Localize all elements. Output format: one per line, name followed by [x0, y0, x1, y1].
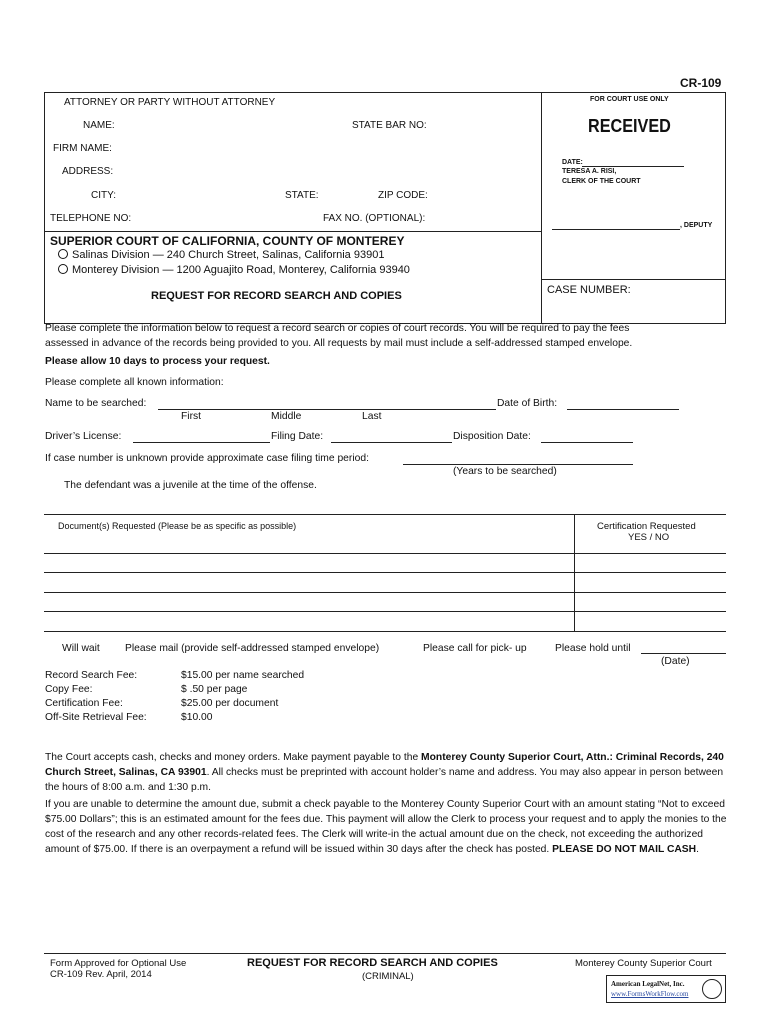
attorney-section-bottom	[44, 231, 541, 232]
telephone-label: TELEPHONE NO:	[50, 213, 132, 224]
case-number-label: CASE NUMBER:	[547, 284, 631, 296]
payment-paragraph-2	[45, 797, 727, 857]
allow-days: Please allow 10 days to process your request.	[45, 356, 270, 367]
years-searched-line[interactable]	[403, 464, 633, 465]
monterey-division-option[interactable]	[58, 264, 410, 276]
header-right-border	[725, 92, 726, 324]
fee-label-certification: Certification Fee:	[45, 698, 123, 709]
city-label: CITY:	[91, 190, 117, 201]
drivers-license-label: Driver’s License:	[45, 431, 122, 442]
document-row-2[interactable]	[44, 572, 726, 573]
document-row-3[interactable]	[44, 592, 726, 593]
payment-p2-warning: PLEASE DO NOT MAIL CASH	[552, 844, 697, 855]
hold-date-line[interactable]	[641, 653, 726, 654]
middle-label: Middle	[271, 411, 302, 422]
form-number: CR-109	[680, 76, 722, 90]
publisher-box-top	[606, 975, 726, 976]
fee-label-search: Record Search Fee:	[45, 670, 138, 681]
date-label: DATE:	[562, 159, 583, 166]
received-stamp: RECEIVED	[588, 116, 671, 136]
name-label: NAME:	[83, 120, 115, 131]
header-left-border	[44, 92, 45, 324]
fee-value-copy: $ .50 per page	[181, 684, 248, 695]
publisher-name: American LegalNet, Inc.	[611, 980, 685, 988]
filing-date-label: Filing Date:	[271, 431, 324, 442]
state-bar-label: STATE BAR NO:	[352, 120, 427, 131]
call-pickup-option[interactable]: Please call for pick- up	[423, 643, 527, 654]
clerk-title: CLERK OF THE COURT	[562, 178, 641, 185]
name-searched-line[interactable]	[158, 409, 496, 410]
payment-p1-address: Monterey County Superior Court, Attn.: Criminal Records, 240 Church Street, Salinas, CA 93901	[45, 752, 724, 778]
years-searched-label: (Years to be searched)	[453, 466, 557, 477]
dob-line[interactable]	[567, 409, 679, 410]
will-wait-option[interactable]: Will wait	[62, 643, 100, 654]
hold-until-option[interactable]: Please hold until	[555, 643, 631, 654]
court-use-bottom	[541, 279, 726, 280]
header-top-border	[44, 92, 726, 93]
attorney-heading: ATTORNEY OR PARTY WITHOUT ATTORNEY	[64, 97, 276, 108]
publisher-box-right	[725, 975, 726, 1003]
firm-name-label: FIRM NAME:	[53, 143, 112, 154]
document-row-1[interactable]	[44, 553, 726, 554]
salinas-radio[interactable]	[58, 249, 68, 259]
certification-header: Certification Requested	[597, 521, 696, 532]
drivers-license-line[interactable]	[133, 442, 270, 443]
salinas-division-text: Salinas Division — 240 Church Street, Salinas, California 93901	[72, 249, 385, 261]
documents-header: Document(s) Requested (Please be as specific as possible)	[58, 521, 297, 531]
publisher-logo-icon	[702, 979, 722, 999]
disposition-date-label: Disposition Date:	[453, 431, 531, 442]
mail-option[interactable]: Please mail (provide self-addressed stamped envelope)	[125, 643, 380, 654]
last-label: Last	[362, 411, 382, 422]
fee-value-certification: $25.00 per document	[181, 698, 279, 709]
payment-p2-text: If you are unable to determine the amount due, submit a check payable to the Monterey County Superior Court with an amount stating “Not to exceed $75.00 Dollars”; this is an estimated amount for the fees due. This payment will allow the Clerk to process your request and to apply the monies to the cost of the research and any other records-related fees. The Clerk will write-in the actual amount due on the check, not exceeding the authorized amount of $75.00. If there is an overpayment a refund will be issued within 30 days after the check has posted.	[45, 799, 727, 855]
fee-label-copy: Copy Fee:	[45, 684, 93, 695]
payment-paragraph-1	[45, 750, 727, 795]
monterey-division-text: Monterey Division — 1200 Aguajito Road, Monterey, California 93940	[72, 264, 410, 276]
form-title: REQUEST FOR RECORD SEARCH AND COPIES	[151, 290, 402, 302]
disposition-date-line[interactable]	[541, 442, 633, 443]
document-row-5[interactable]	[44, 631, 726, 632]
address-label: ADDRESS:	[62, 166, 114, 177]
footer-approved: Form Approved for Optional Use	[50, 958, 187, 969]
monterey-radio[interactable]	[58, 264, 68, 274]
footer-title: REQUEST FOR RECORD SEARCH AND COPIES	[247, 957, 498, 969]
fee-value-offsite: $10.00	[181, 712, 213, 723]
payment-p1-text-a: The Court accepts cash, checks and money orders. Make payment payable to the	[45, 752, 422, 763]
header-divider	[541, 92, 542, 324]
juvenile-statement: The defendant was a juvenile at the time of the offense.	[64, 480, 317, 491]
publisher-box-left	[606, 975, 607, 1003]
deputy-label: , DEPUTY	[680, 222, 713, 229]
payment-p2-end: .	[696, 844, 699, 855]
complete-known: Please complete all known information:	[45, 377, 224, 388]
court-use-label: FOR COURT USE ONLY	[590, 96, 669, 103]
fax-label: FAX NO. (OPTIONAL):	[323, 213, 426, 224]
footer-revision: CR-109 Rev. April, 2014	[50, 969, 152, 980]
salinas-division-option[interactable]	[58, 249, 384, 261]
certification-options: YES / NO	[628, 532, 670, 543]
first-label: First	[181, 411, 202, 422]
footer-subtitle: (CRIMINAL)	[362, 971, 414, 982]
documents-table-top	[44, 514, 726, 515]
fee-label-offsite: Off-Site Retrieval Fee:	[45, 712, 147, 723]
clerk-name: TERESA A. RISI,	[562, 168, 617, 175]
payment-p1-text-b: . All checks must be preprinted with account holder’s name and address. You may also appear in person between the hours of 8:00 a.m. and 1:30 p.m.	[45, 767, 724, 793]
publisher-website[interactable]: www.FormsWorkFlow.com	[611, 990, 689, 998]
publisher-box-bottom	[606, 1002, 726, 1003]
footer-rule	[44, 953, 726, 954]
zip-code-label: ZIP CODE:	[378, 190, 428, 201]
unknown-case-label: If case number is unknown provide approximate case filing time period:	[45, 453, 369, 464]
date-line[interactable]	[582, 166, 684, 167]
name-searched-label: Name to be searched:	[45, 398, 147, 409]
fee-value-search: $15.00 per name searched	[181, 670, 305, 681]
court-name: SUPERIOR COURT OF CALIFORNIA, COUNTY OF MONTEREY	[50, 234, 405, 248]
state-label: STATE:	[285, 190, 319, 201]
intro-line-2: assessed in advance of the records being provided to you. All requests by mail must include a self-addressed stamped envelope.	[45, 338, 633, 349]
deputy-line[interactable]	[552, 229, 680, 230]
filing-date-line[interactable]	[331, 442, 452, 443]
document-row-4[interactable]	[44, 611, 726, 612]
hold-date-label: (Date)	[661, 656, 690, 667]
dob-label: Date of Birth:	[497, 398, 558, 409]
intro-line-1: Please complete the information below to request a record search or copies of court records. You will be required to pay the fees	[45, 323, 630, 334]
footer-court: Monterey County Superior Court	[575, 958, 712, 969]
